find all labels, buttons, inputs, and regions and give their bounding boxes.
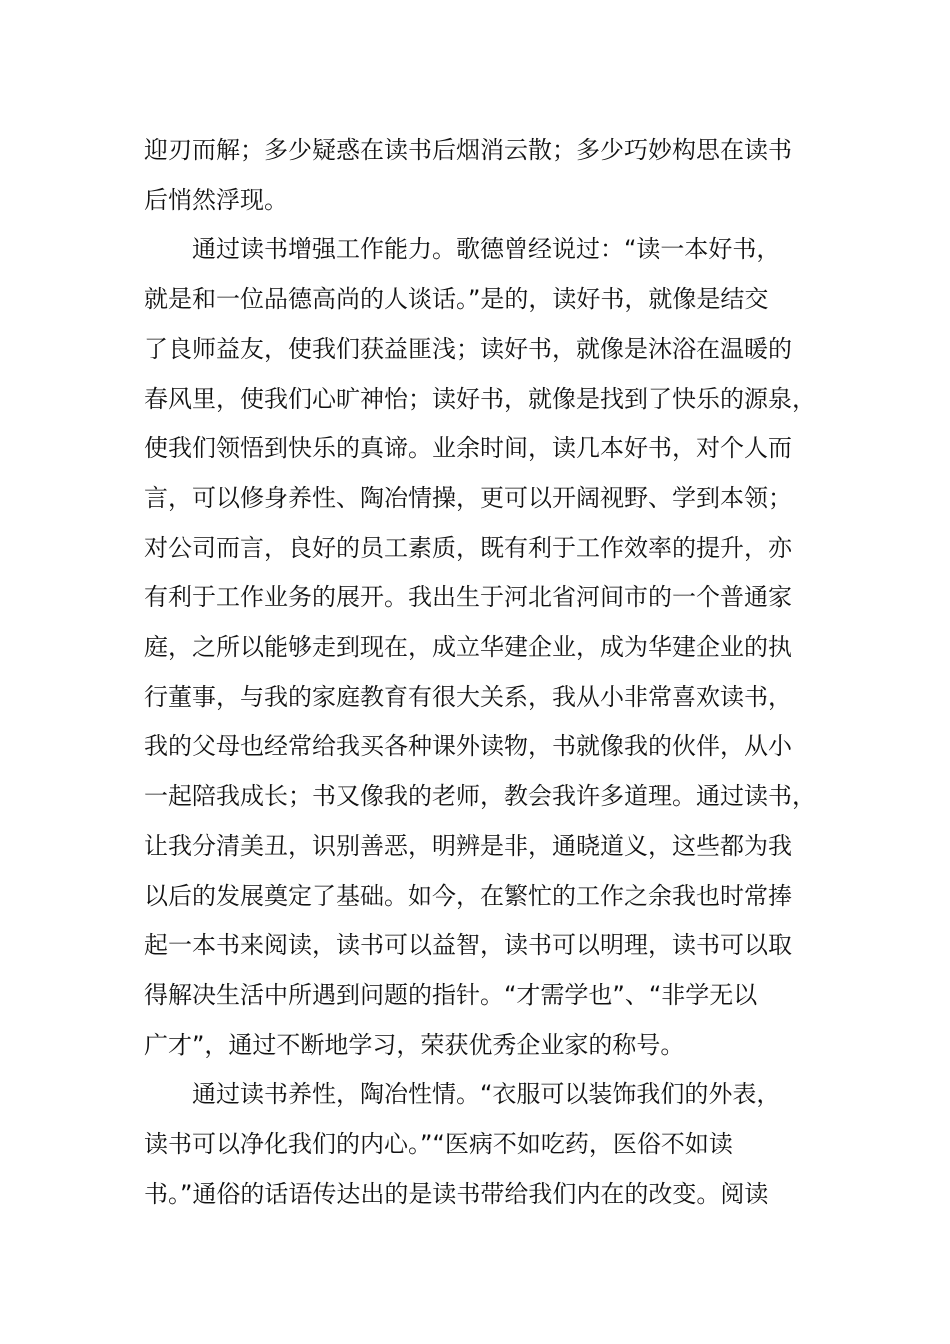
text-line: 使我们领悟到快乐的真谛。业余时间，读几本好书，对个人而 xyxy=(144,434,792,463)
text-line: 得解决生活中所遇到问题的指针。“才需学也”、“非学无以 xyxy=(144,980,758,1009)
text-line: 书。”通俗的话语传达出的是读书带给我们内在的改变。阅读 xyxy=(144,1179,769,1208)
text-line: 春风里，使我们心旷神怡；读好书，就像是找到了快乐的源泉， xyxy=(144,384,816,413)
text-line: 有利于工作业务的展开。我出生于河北省河间市的一个普通家 xyxy=(144,583,792,612)
text-line: 让我分清美丑，识别善恶，明辨是非，通晓道义，这些都为我 xyxy=(144,831,792,860)
text-line: 我的父母也经常给我买各种课外读物，书就像我的伙伴，从小 xyxy=(144,732,792,761)
paragraph-cultivate-character xyxy=(144,1070,808,1219)
text-line: 一起陪我成长；书又像我的老师，教会我许多道理。通过读书， xyxy=(144,782,816,811)
text-line: 行董事，与我的家庭教育有很大关系，我从小非常喜欢读书， xyxy=(144,682,792,711)
text-line-first: 通过读书养性，陶冶性情。“衣服可以装饰我们的外表， xyxy=(192,1080,781,1109)
text-line: 后悄然浮现。 xyxy=(144,185,288,214)
text-line: 以后的发展奠定了基础。如今，在繁忙的工作之余我也时常捧 xyxy=(144,881,792,910)
text-line-first: 通过读书增强工作能力。歌德曾经说过：“读一本好书， xyxy=(192,235,781,264)
text-line: 迎刃而解；多少疑惑在读书后烟消云散；多少巧妙构思在读书 xyxy=(144,136,792,164)
text-line: 就是和一位品德高尚的人谈话。”是的，读好书，就像是结交 xyxy=(144,285,769,314)
text-line: 起一本书来阅读，读书可以益智，读书可以明理，读书可以取 xyxy=(144,931,792,960)
text-line: 了良师益友，使我们获益匪浅；读好书，就像是沐浴在温暖的 xyxy=(144,334,792,363)
text-line: 庭，之所以能够走到现在，成立华建企业，成为华建企业的执 xyxy=(144,633,792,662)
text-line: 言，可以修身养性、陶冶情操，更可以开阔视野、学到本领； xyxy=(144,483,792,512)
text-line: 广才”，通过不断地学习，荣获优秀企业家的称号。 xyxy=(144,1030,685,1059)
paragraph-work-ability xyxy=(144,225,816,1070)
text-line: 对公司而言，良好的员工素质，既有利于工作效率的提升，亦 xyxy=(144,533,792,562)
paragraph-continued xyxy=(144,126,808,225)
text-line: 读书可以净化我们的内心。”“医病不如吃药，医俗不如读 xyxy=(144,1130,733,1159)
document-body xyxy=(144,126,816,1219)
